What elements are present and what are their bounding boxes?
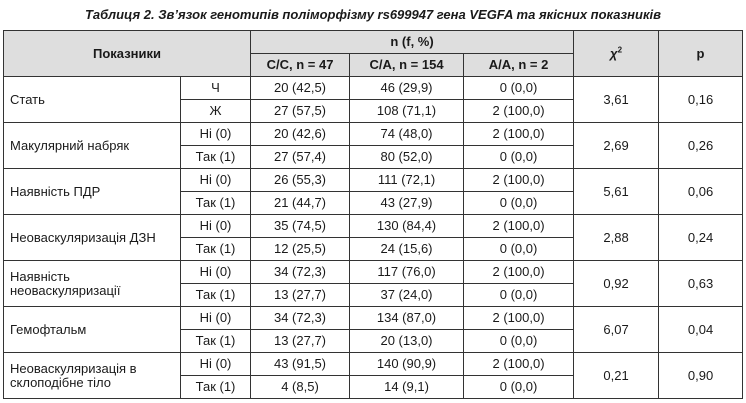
row-category: Так (1)	[181, 192, 251, 215]
table-row	[4, 77, 743, 100]
caption-prefix: Таблиця 2.	[84, 7, 155, 22]
row-label: Гемофтальм	[4, 307, 181, 353]
table-header	[4, 31, 743, 77]
cell-chi2: 3,61	[574, 77, 659, 123]
cell-cc: 35 (74,5)	[251, 215, 350, 238]
cell-aa: 0 (0,0)	[464, 284, 574, 307]
caption-text: Зв’язок генотипів поліморфізму rs699947 гена VEGFA та якісних показників	[158, 7, 662, 22]
row-label: Макулярний набряк	[4, 123, 181, 169]
cell-cc: 20 (42,6)	[251, 123, 350, 146]
table-body	[4, 77, 743, 399]
cell-chi2: 6,07	[574, 307, 659, 353]
cell-aa: 2 (100,0)	[464, 123, 574, 146]
table-row	[4, 353, 743, 376]
cell-ca: 134 (87,0)	[350, 307, 464, 330]
row-category: Ні (0)	[181, 307, 251, 330]
row-category: Ні (0)	[181, 169, 251, 192]
cell-p: 0,16	[659, 77, 743, 123]
cell-aa: 0 (0,0)	[464, 192, 574, 215]
cell-ca: 80 (52,0)	[350, 146, 464, 169]
cell-p: 0,90	[659, 353, 743, 399]
cell-aa: 2 (100,0)	[464, 100, 574, 123]
cell-cc: 4 (8,5)	[251, 376, 350, 399]
genotype-table	[3, 30, 743, 399]
cell-chi2: 0,21	[574, 353, 659, 399]
table-caption	[0, 0, 746, 30]
cell-chi2: 0,92	[574, 261, 659, 307]
header-group: n (f, %)	[251, 31, 574, 54]
cell-chi2: 2,88	[574, 215, 659, 261]
row-category: Так (1)	[181, 376, 251, 399]
row-category: Так (1)	[181, 238, 251, 261]
cell-cc: 34 (72,3)	[251, 307, 350, 330]
cell-ca: 111 (72,1)	[350, 169, 464, 192]
table-row	[4, 123, 743, 146]
cell-p: 0,63	[659, 261, 743, 307]
cell-ca: 20 (13,0)	[350, 330, 464, 353]
cell-p: 0,26	[659, 123, 743, 169]
cell-cc: 13 (27,7)	[251, 284, 350, 307]
row-category: Ч	[181, 77, 251, 100]
row-label: Стать	[4, 77, 181, 123]
cell-aa: 2 (100,0)	[464, 169, 574, 192]
table-row	[4, 169, 743, 192]
cell-ca: 74 (48,0)	[350, 123, 464, 146]
cell-p: 0,04	[659, 307, 743, 353]
cell-cc: 12 (25,5)	[251, 238, 350, 261]
row-category: Ні (0)	[181, 215, 251, 238]
cell-chi2: 2,69	[574, 123, 659, 169]
header-genotype-ca: C/A, n = 154	[350, 54, 464, 77]
table-row	[4, 307, 743, 330]
row-label: Неоваскуляризація в склоподібне тіло	[4, 353, 181, 399]
cell-chi2: 5,61	[574, 169, 659, 215]
header-chi2	[574, 31, 659, 77]
cell-aa: 0 (0,0)	[464, 330, 574, 353]
cell-cc: 13 (27,7)	[251, 330, 350, 353]
cell-aa: 2 (100,0)	[464, 307, 574, 330]
cell-p: 0,06	[659, 169, 743, 215]
cell-aa: 0 (0,0)	[464, 238, 574, 261]
cell-cc: 34 (72,3)	[251, 261, 350, 284]
cell-cc: 20 (42,5)	[251, 77, 350, 100]
cell-ca: 24 (15,6)	[350, 238, 464, 261]
row-category: Так (1)	[181, 330, 251, 353]
cell-cc: 21 (44,7)	[251, 192, 350, 215]
cell-cc: 27 (57,4)	[251, 146, 350, 169]
header-genotype-aa: A/A, n = 2	[464, 54, 574, 77]
cell-ca: 117 (76,0)	[350, 261, 464, 284]
cell-ca: 14 (9,1)	[350, 376, 464, 399]
table-row	[4, 215, 743, 238]
cell-ca: 37 (24,0)	[350, 284, 464, 307]
cell-ca: 46 (29,9)	[350, 77, 464, 100]
cell-p: 0,24	[659, 215, 743, 261]
header-indicator: Показники	[4, 31, 251, 77]
cell-aa: 2 (100,0)	[464, 261, 574, 284]
row-category: Ні (0)	[181, 123, 251, 146]
header-chi-symbol: χ	[610, 45, 618, 61]
row-category: Ж	[181, 100, 251, 123]
table-row	[4, 261, 743, 284]
row-category: Ні (0)	[181, 261, 251, 284]
row-label: Неоваскуляризація ДЗН	[4, 215, 181, 261]
row-label: Наявність ПДР	[4, 169, 181, 215]
cell-cc: 27 (57,5)	[251, 100, 350, 123]
cell-ca: 108 (71,1)	[350, 100, 464, 123]
cell-aa: 0 (0,0)	[464, 376, 574, 399]
cell-cc: 26 (55,3)	[251, 169, 350, 192]
cell-ca: 130 (84,4)	[350, 215, 464, 238]
cell-aa: 0 (0,0)	[464, 146, 574, 169]
header-p: p	[659, 31, 743, 77]
cell-ca: 140 (90,9)	[350, 353, 464, 376]
header-chi-superscript: 2	[617, 45, 623, 55]
cell-ca: 43 (27,9)	[350, 192, 464, 215]
row-label: Наявність неоваскуляризації	[4, 261, 181, 307]
cell-aa: 0 (0,0)	[464, 77, 574, 100]
row-category: Так (1)	[181, 146, 251, 169]
cell-aa: 2 (100,0)	[464, 215, 574, 238]
row-category: Так (1)	[181, 284, 251, 307]
header-genotype-cc: C/C, n = 47	[251, 54, 350, 77]
row-category: Ні (0)	[181, 353, 251, 376]
cell-cc: 43 (91,5)	[251, 353, 350, 376]
cell-aa: 2 (100,0)	[464, 353, 574, 376]
